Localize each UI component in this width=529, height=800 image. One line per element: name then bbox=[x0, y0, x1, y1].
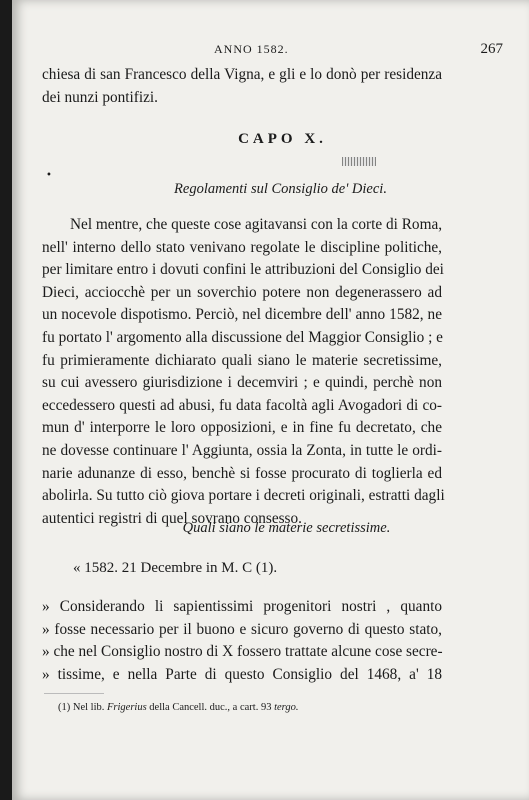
text-line: nell' interno dello stato venivano regolate le discipline politiche, bbox=[42, 238, 442, 256]
footnote-prefix: (1) Nel lib. bbox=[58, 702, 105, 713]
text-line: abolirla. Su tutto ciò giova portare i decreti originali, estratti dagli bbox=[42, 487, 445, 505]
footnote-tergo: tergo. bbox=[274, 702, 299, 713]
chapter-subtitle: Regolamenti sul Consiglio de' Dieci. bbox=[174, 181, 387, 197]
decree-paragraph bbox=[42, 596, 442, 686]
text-line: » Considerando li sapientissimi progenitori nostri , quanto bbox=[42, 598, 442, 615]
text-line: » che nel Consiglio nostro di X fossero trattate alcune cose secre- bbox=[42, 643, 443, 661]
ink-speck: • bbox=[46, 170, 52, 181]
chapter-title: CAPO X. bbox=[238, 131, 327, 147]
text-line: » tissime, e nella Parte di questo Consiglio del 1468, a' 18 bbox=[42, 665, 442, 683]
text-line: per limitare entro i dovuti confini le attribuzioni del Consiglio dei bbox=[42, 261, 444, 279]
intro-paragraph bbox=[42, 64, 442, 109]
text-line: » fosse necessario per il buono e sicuro governo di questo stato, bbox=[42, 620, 442, 638]
text-line: chiesa di san Francesco della Vigna, e gli e lo donò per residenza bbox=[42, 66, 442, 83]
text-line: su cui avessero giurisdizione i decemviri ; e quindi, perchè non bbox=[42, 374, 442, 392]
text-line: fu portato l' argomento alla discussione del Maggior Consiglio ; e bbox=[42, 328, 443, 346]
footnote bbox=[58, 702, 298, 713]
running-header bbox=[12, 42, 529, 58]
footnote-title: Frigerius bbox=[107, 702, 147, 713]
section-heading: Quali siano le materie secretissime. bbox=[182, 520, 391, 536]
book-page bbox=[12, 0, 529, 800]
decree-heading: « 1582. 21 Decembre in M. C (1). bbox=[73, 560, 278, 576]
text-line: dei nunzi pontifizi. bbox=[42, 88, 158, 106]
text-line: fu primieramente dichiarato quali siano le materie secretissime, bbox=[42, 351, 442, 369]
printer-ornament bbox=[342, 157, 376, 166]
page-number: 267 bbox=[480, 41, 503, 57]
text-line: un nocevole dispotismo. Perciò, nel dicembre dell' anno 1582, ne bbox=[42, 306, 442, 324]
running-title: ANNO 1582. bbox=[214, 42, 289, 56]
main-paragraph bbox=[42, 214, 445, 530]
text-line: autentici registri di quel sovrano consesso. bbox=[42, 509, 302, 527]
text-line: ne dovesse continuare l' Aggiunta, ossia la Zonta, in tutte le ordi- bbox=[42, 441, 442, 459]
text-line: Nel mentre, che queste cose agitavansi con la corte di Roma, bbox=[70, 216, 443, 233]
footnote-divider bbox=[44, 693, 104, 694]
text-line: eccedessero questi ad abusi, fu data facoltà agli Avogadori di co- bbox=[42, 396, 442, 414]
footnote-middle: della Cancell. duc., a cart. 93 bbox=[149, 702, 272, 713]
text-line: mun d' interporre le loro opposizioni, e in fine fu decretato, che bbox=[42, 419, 442, 437]
text-line: narie adunanze di esso, benchè si fosse procurato di toglierla ed bbox=[42, 464, 442, 482]
text-line: Dieci, acciocchè per un soverchio potere non degenerassero ad bbox=[42, 283, 442, 301]
